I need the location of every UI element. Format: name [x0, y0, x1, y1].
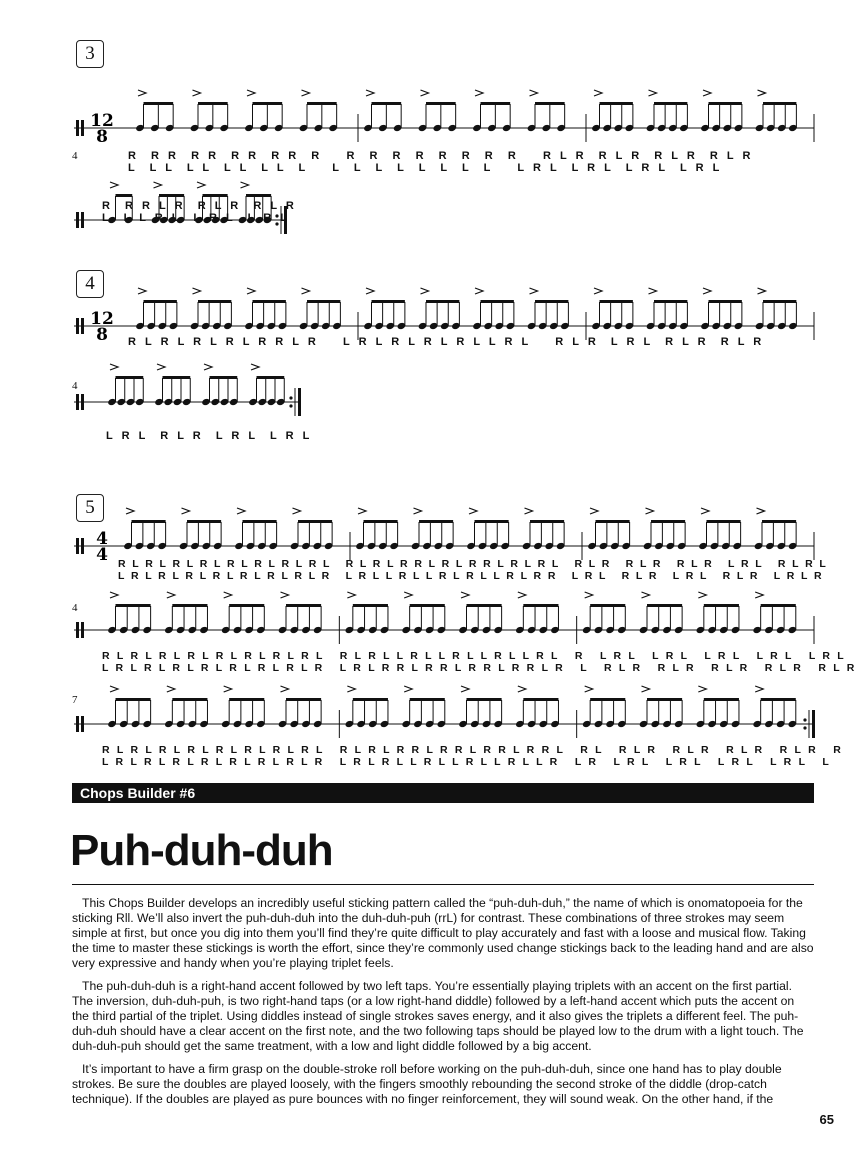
- time-signature-top: 4: [96, 529, 108, 549]
- repeat-dot: [289, 396, 292, 399]
- beam: [116, 194, 133, 197]
- beam: [116, 698, 151, 701]
- beam: [709, 102, 742, 105]
- percussion-clef: [76, 716, 79, 732]
- percussion-clef: [76, 394, 79, 410]
- beam: [763, 300, 796, 303]
- accent-mark: [302, 90, 310, 96]
- time-signature-bottom: 8: [96, 325, 108, 345]
- accent-mark: [518, 592, 526, 598]
- sticking-row-top: R L R L R L R L R L R L R L R L R L R L L R L L R L L R L L R L R L R L L R L L R L L R L L R L: [102, 650, 846, 662]
- measure-number: 4: [72, 150, 78, 162]
- accent-mark: [110, 182, 118, 188]
- accent-mark: [126, 508, 134, 514]
- sticking-row-bottom: L L L L L L L L L L L L L L L L L L L R L L R L L R L L R L: [128, 162, 723, 174]
- beam: [530, 520, 564, 523]
- accent-mark: [347, 592, 355, 598]
- page-number: 65: [819, 1112, 834, 1127]
- percussion-clef: [76, 212, 79, 228]
- beam: [163, 376, 191, 379]
- accent-mark: [247, 288, 255, 294]
- beam: [229, 698, 264, 701]
- beam: [523, 604, 558, 607]
- measure-number: 4: [72, 602, 78, 614]
- beam: [172, 698, 207, 701]
- accent-mark: [758, 90, 766, 96]
- percussion-clef: [76, 120, 79, 136]
- beam: [286, 604, 321, 607]
- accent-mark: [590, 508, 598, 514]
- accent-mark: [237, 508, 245, 514]
- beam: [159, 194, 184, 197]
- beam: [704, 604, 739, 607]
- accent-mark: [281, 686, 289, 692]
- beam: [600, 102, 633, 105]
- accent-mark: [525, 508, 533, 514]
- accent-mark: [404, 592, 412, 598]
- accent-mark: [281, 592, 289, 598]
- exercise-number-box: 4: [76, 270, 104, 298]
- beam: [535, 102, 565, 105]
- beam: [481, 300, 514, 303]
- notation-staff: [72, 684, 814, 744]
- accent-mark: [293, 508, 301, 514]
- accent-mark: [110, 364, 118, 370]
- accent-mark: [594, 90, 602, 96]
- accent-mark: [197, 182, 205, 188]
- accent-mark: [302, 288, 310, 294]
- beam: [372, 102, 402, 105]
- notation-staff: [72, 374, 814, 434]
- accent-mark: [698, 592, 706, 598]
- accent-mark: [518, 686, 526, 692]
- percussion-clef: [81, 622, 84, 638]
- accent-mark: [646, 508, 654, 514]
- percussion-clef: [81, 716, 84, 732]
- accent-mark: [755, 686, 763, 692]
- accent-mark: [461, 686, 469, 692]
- beam: [523, 698, 558, 701]
- beam: [353, 604, 388, 607]
- beam: [709, 300, 742, 303]
- percussion-clef: [81, 318, 84, 334]
- time-signature-bottom: 4: [96, 545, 108, 565]
- accent-mark: [585, 686, 593, 692]
- accent-mark: [366, 288, 374, 294]
- beam: [132, 520, 166, 523]
- accent-mark: [421, 90, 429, 96]
- accent-mark: [414, 508, 422, 514]
- section-banner: Chops Builder #6: [72, 783, 814, 803]
- beam: [426, 300, 459, 303]
- sticking-row-bottom: L R L R L R L R L R L R L R L R L R L R L L R L L R L L R L L R L R L R L L R L L R L L R L L: [102, 756, 831, 768]
- sticking-row-top: R L R L R L R L R L R L R L R L R L R L R R L R R L R R L R R L R L R L R R L R R L R R L R R: [102, 744, 844, 756]
- accent-mark: [167, 686, 175, 692]
- beam: [410, 604, 445, 607]
- beam: [253, 102, 283, 105]
- beam: [704, 698, 739, 701]
- percussion-clef: [76, 538, 79, 554]
- exercise-number-box: 3: [76, 40, 104, 68]
- beam: [372, 300, 405, 303]
- accent-mark: [758, 288, 766, 294]
- body-text: [72, 896, 814, 1115]
- sticking-row-top: R L R L R L R L R R L R L R L R L R L R L L R L R L R L R L R L R R L R: [128, 336, 765, 348]
- accent-mark: [642, 686, 650, 692]
- accent-mark: [698, 686, 706, 692]
- repeat-dot: [803, 718, 806, 721]
- accent-mark: [530, 90, 538, 96]
- accent-mark: [157, 364, 165, 370]
- paragraph: This Chops Builder develops an incredibly useful sticking pattern called the “puh-duh-duh,” the name of which is onomatopoeia for the sticking Rll. We’ll also invert the puh-duh-duh into the duh-duh-puh (rrL) for contrast. These combinations of three strokes may seem simple at first, but once you dig into them you’ll find they’re quite difficult to play accurately and fast with a loose and musical flow. Taking the time to master these stickings is worth the effort, since they’re commonly used change stickings back to the leading hand and are also very expressive and handy when you’re playing triplet feels.: [72, 896, 814, 970]
- accent-mark: [594, 288, 602, 294]
- beam: [410, 698, 445, 701]
- beam: [600, 300, 633, 303]
- beam: [467, 698, 502, 701]
- beam: [590, 604, 625, 607]
- beam: [187, 520, 221, 523]
- time-signature-bottom: 8: [96, 127, 108, 147]
- accent-mark: [757, 508, 765, 514]
- percussion-clef: [76, 318, 79, 334]
- accent-mark: [138, 90, 146, 96]
- accent-mark: [193, 288, 201, 294]
- final-barline: [298, 388, 301, 416]
- beam: [307, 300, 340, 303]
- accent-mark: [247, 90, 255, 96]
- beam: [651, 520, 685, 523]
- accent-mark: [358, 508, 366, 514]
- accent-mark: [224, 592, 232, 598]
- beam: [419, 520, 453, 523]
- beam: [535, 300, 568, 303]
- sticking-row-top: L R L R L R L R L L R L: [106, 430, 313, 442]
- repeat-dot: [803, 726, 806, 729]
- accent-mark: [167, 592, 175, 598]
- accent-mark: [110, 592, 118, 598]
- accent-mark: [251, 364, 259, 370]
- accent-mark: [475, 90, 483, 96]
- notation-staff: [72, 80, 814, 154]
- accent-mark: [475, 288, 483, 294]
- accent-mark: [110, 686, 118, 692]
- beam: [590, 698, 625, 701]
- beam: [257, 376, 285, 379]
- beam: [426, 102, 456, 105]
- accent-mark: [138, 288, 146, 294]
- exercise-number-box: 5: [76, 494, 104, 522]
- sticking-row-bottom: L R L R L R L R L R L R L R L R L R L L R L L R L R L L R L R R L R L R L R L R L R L R L R L R: [118, 570, 824, 582]
- beam: [761, 698, 796, 701]
- beam: [475, 520, 509, 523]
- beam: [198, 300, 231, 303]
- page-title: Puh-duh-duh: [70, 826, 333, 875]
- percussion-clef: [81, 212, 84, 228]
- accent-mark: [461, 592, 469, 598]
- exercise-5: [72, 494, 857, 774]
- accent-mark: [241, 182, 249, 188]
- beam: [761, 604, 796, 607]
- accent-mark: [347, 686, 355, 692]
- accent-mark: [193, 90, 201, 96]
- accent-mark: [755, 592, 763, 598]
- beam: [172, 604, 207, 607]
- final-barline: [812, 710, 815, 738]
- percussion-clef: [76, 622, 79, 638]
- beam: [253, 300, 286, 303]
- sticking-row-bottom: L R L R L R L R L R L R L R L R L R L R R L R R L R R L R R L R L R L R R L R R L R R L R R L R: [102, 662, 857, 674]
- exercise-4: [72, 270, 814, 450]
- repeat-dot: [289, 404, 292, 407]
- accent-mark: [154, 182, 162, 188]
- beam: [481, 102, 511, 105]
- beam: [353, 698, 388, 701]
- beam: [707, 520, 741, 523]
- sticking-row-top: R L R L R L R L R L R L R L R L R L R L R R L R L R R L R L R L R L R R L R R L R L R L R L R L: [118, 558, 828, 570]
- beam: [647, 604, 682, 607]
- accent-mark: [703, 288, 711, 294]
- accent-mark: [469, 508, 477, 514]
- title-rule: [72, 884, 814, 885]
- beam: [364, 520, 398, 523]
- accent-mark: [649, 288, 657, 294]
- beam: [203, 194, 228, 197]
- sticking-row-top: R R R R R R R R R R R R R R R R R R R L R R L R R L R R L R: [128, 150, 754, 162]
- accent-mark: [224, 686, 232, 692]
- accent-mark: [421, 288, 429, 294]
- sticking-row-top: R R R L R R L R R L R: [102, 200, 297, 212]
- accent-mark: [642, 592, 650, 598]
- beam: [763, 102, 796, 105]
- accent-mark: [585, 592, 593, 598]
- accent-mark: [204, 364, 212, 370]
- beam: [307, 102, 337, 105]
- exercise-3: [72, 40, 814, 240]
- beam: [243, 520, 277, 523]
- beam: [654, 102, 687, 105]
- paragraph: The puh-duh-duh is a right-hand accent followed by two left taps. You’re essentially playing triplets with an accent on the first partial. The inversion, duh-duh-puh, is two right-hand taps (or a low right-hand diddle) followed by a left-hand accent which puts the accent on the third partial of the triplet. Using diddles instead of single strokes saves energy, and it also gives the triplets a different feel. The puh-duh-duh should have a clear accent on the first note, and the two following taps should be played low to the drum with a light touch. The duh-duh-puh should get the same treatment, with a low and light diddle followed by a big accent.: [72, 979, 804, 1053]
- beam: [144, 102, 174, 105]
- beam: [116, 376, 144, 379]
- time-signature-top: 12: [90, 111, 114, 131]
- percussion-clef: [81, 394, 84, 410]
- beam: [286, 698, 321, 701]
- measure-number: 4: [72, 380, 78, 392]
- accent-mark: [530, 288, 538, 294]
- measure-number: 7: [72, 694, 78, 706]
- accent-mark: [703, 90, 711, 96]
- time-signature-top: 12: [90, 309, 114, 329]
- beam: [246, 194, 271, 197]
- beam: [298, 520, 332, 523]
- beam: [229, 604, 264, 607]
- beam: [467, 604, 502, 607]
- accent-mark: [649, 90, 657, 96]
- beam: [198, 102, 228, 105]
- accent-mark: [366, 90, 374, 96]
- notation-staff: [72, 590, 814, 650]
- beam: [596, 520, 630, 523]
- sticking-row-bottom: L L L R L L R L L R L: [102, 212, 290, 224]
- paragraph: It’s important to have a firm grasp on the double-stroke roll before working on the puh-duh-duh, since one hand has to play double strokes. Be sure the doubles are played loosely, with the fingers smoothly rebounding the second stroke of the diddle (drop-catch technique). If the doubles are played as pure bounces with no finger reinforcement, they will sound weak. On the other hand, if the: [72, 1062, 782, 1106]
- accent-mark: [182, 508, 190, 514]
- percussion-clef: [81, 120, 84, 136]
- beam: [144, 300, 177, 303]
- beam: [654, 300, 687, 303]
- accent-mark: [404, 686, 412, 692]
- beam: [210, 376, 238, 379]
- beam: [116, 604, 151, 607]
- beam: [647, 698, 682, 701]
- percussion-clef: [81, 538, 84, 554]
- beam: [762, 520, 796, 523]
- accent-mark: [701, 508, 709, 514]
